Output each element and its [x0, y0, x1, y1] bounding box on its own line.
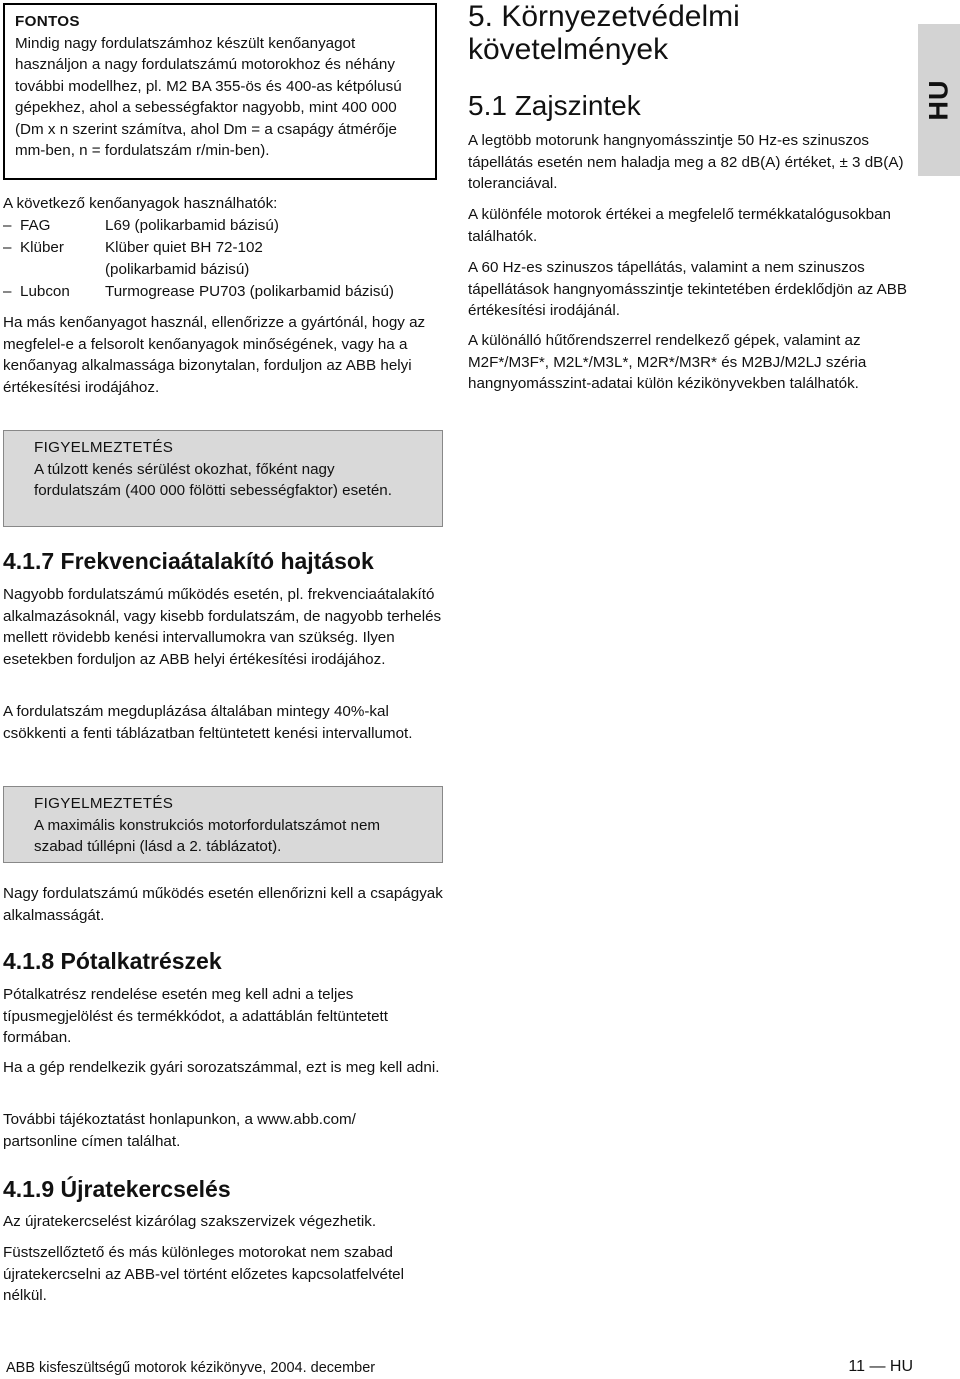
warning-body: A maximális konstrukciós motorfordulatszámot nem szabad túllépni (lásd a 2. táblázatot).	[34, 816, 381, 855]
bearing-check-paragraph: Nagy fordulatszámú működés esetén ellenőrizni kell a csapágyak alkalmasságát.	[3, 885, 443, 924]
lubricants-intro: A következő kenőanyagok használhatók:	[3, 195, 278, 212]
warning-body: A túlzott kenés sérülést okozhat, főként nagy fordulatszám (400 000 fölötti sebességfaktor) esetén.	[34, 460, 392, 499]
warning-title: FIGYELMEZTETÉS	[34, 439, 174, 456]
warning-title: FIGYELMEZTETÉS	[34, 795, 174, 812]
section-51-paragraph-1: A legtöbb motorunk hangnyomásszintje 50 Hz-es szinuszos tápellátás esetén nem haladja meg a 82 dB(A) értéket, ± 3 dB(A) toleranciával.	[468, 132, 904, 192]
lubricant-product: Turmogrease PU703 (polikarbamid bázisú)	[105, 283, 394, 300]
section-51-paragraph-3: A 60 Hz-es szinuszos tápellátás, valamint a nem szinuszos tápellátások hangnyomásszintje tekintetében érdeklődjön az ABB értékesítési irodájánál.	[468, 259, 908, 319]
lubricant-product: Klüber quiet BH 72-102	[105, 239, 263, 256]
lubricant-brand: Lubcon	[20, 283, 70, 300]
language-tab-label: HU	[923, 79, 954, 121]
section-51-paragraph-2: A különféle motorok értékei a megfelelő termékkatalógusokban találhatók.	[468, 206, 891, 245]
lubricant-product: (polikarbamid bázisú)	[105, 261, 250, 278]
important-notice-body: Mindig nagy fordulatszámhoz készült kenőanyagot használjon a nagy fordulatszámú motorokhoz és néhány további modellhez, pl. M2 BA 355-ös és 400-as kétpólusú gépekhez, ahol a sebességfaktor nagyobb, mint 400 000 (Dm x n szerint számítva, ahol Dm = a csapágy átmérője mm-ben, n = fordulatszám r/min-ben).	[15, 34, 402, 159]
language-tab	[918, 24, 960, 176]
section-419-paragraph-2: Füstszellőztető és más különleges motorokat nem szabad újratekercselni az ABB-vel történt előzetes kapcsolatfelvétel nélkül.	[3, 1244, 404, 1304]
list-dash: –	[3, 217, 12, 234]
lubricant-product: L69 (polikarbamid bázisú)	[105, 217, 279, 234]
section-heading-417: 4.1.7 Frekvenciaátalakító hajtások	[3, 548, 374, 574]
list-dash: –	[3, 239, 12, 256]
section-419-paragraph-1: Az újratekercselést kizárólag szakszervizek végezhetik.	[3, 1213, 377, 1230]
footer-document-title: ABB kisfeszültségű motorok kézikönyve, 2004. december	[6, 1360, 376, 1376]
section-heading-51: 5.1 Zajszintek	[468, 90, 641, 121]
section-417-paragraph-1: Nagyobb fordulatszámú működés esetén, pl. frekvenciaátalakító alkalmazásoknál, vagy kisebb fordulatszám, de nagyobb terhelés mellett rövidebb kenési intervallumokra van szükség. Ilyen esetekben forduljon az ABB helyi értékesítési irodájához.	[3, 586, 442, 668]
section-51-paragraph-4: A különálló hűtőrendszerrel rendelkező gépek, valamint az M2F*/M3F*, M2L*/M3L*, M2R*/M3R* és M2BJ/M2LJ széria hangnyomásszint-adatai külön kézikönyvekben találhatók.	[468, 332, 867, 392]
warning-box	[3, 786, 443, 863]
list-dash: –	[3, 283, 12, 300]
lubricants-list	[3, 215, 443, 305]
section-418-paragraph-2: Ha a gép rendelkezik gyári sorozatszámmal, ezt is meg kell adni.	[3, 1059, 440, 1076]
chapter-heading-5: 5. Környezetvédelmi követelmények	[468, 0, 740, 66]
section-418-paragraph-1: Pótalkatrész rendelése esetén meg kell adni a teljes típusmegjelölést és termékkódot, a adattáblán feltüntetett formában.	[3, 986, 388, 1046]
important-notice-title: FONTOS	[15, 13, 80, 30]
section-heading-418: 4.1.8 Pótalkatrészek	[3, 948, 222, 974]
footer-page-number: 11 — HU	[848, 1358, 913, 1375]
lubricant-brand: Klüber	[20, 239, 64, 256]
section-heading-419: 4.1.9 Újratekercselés	[3, 1176, 231, 1202]
section-417-paragraph-2: A fordulatszám megduplázása általában mintegy 40%-kal csökkenti a fenti táblázatban feltüntetett kenési intervallumot.	[3, 703, 413, 742]
warning-box	[3, 430, 443, 527]
lubricants-note: Ha más kenőanyagot használ, ellenőrizze a gyártónál, hogy az megfelel-e a felsorolt kenőanyagok minőségének, vagy ha a kenőanyag alkalmassága bizonytalan, forduljon az ABB helyi értékesítési irodájához.	[3, 314, 426, 396]
lubricant-brand: FAG	[20, 217, 51, 234]
important-notice-box	[3, 3, 437, 180]
section-418-paragraph-3: További tájékoztatást honlapunkon, a www.abb.com/ partsonline címen találhat.	[3, 1111, 356, 1150]
